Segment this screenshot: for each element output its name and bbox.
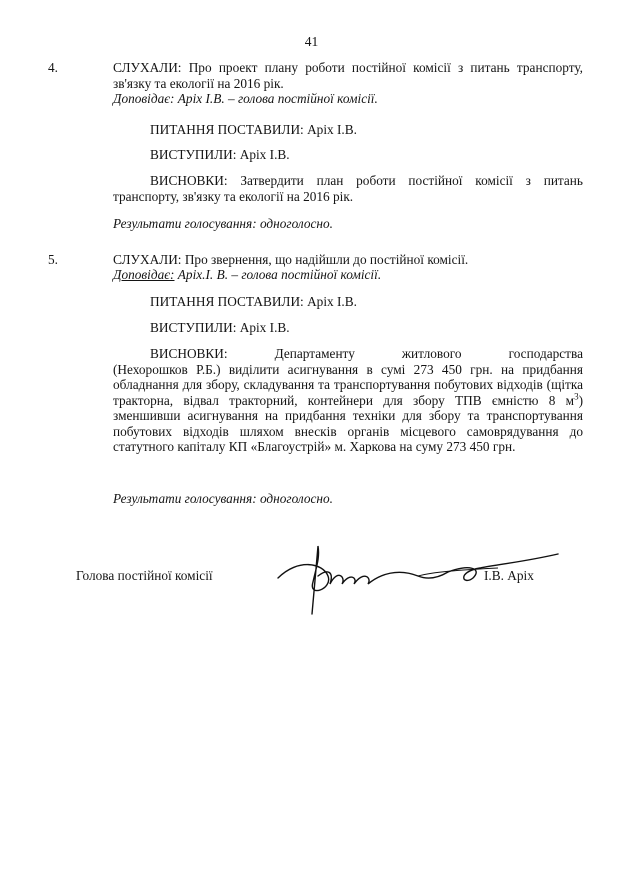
conclusions-first-line [113,346,583,362]
reporter-text: Аріх.І. В. – голова постійної комісії. [174,267,382,282]
conclusions-paragraph [113,346,583,455]
heard-paragraph [113,252,583,268]
page-number: 41 [304,34,319,49]
conclusions-text-before: (Нехорошков Р.Б.) виділити асигнування в сумі 273 450 грн. на придбання обладнання для збору, складування та транспортування побутових відходів (щітка тракторна, відвал тракторний, контейнери для збору ТПВ ємністю 8 м [113,361,583,408]
conclusions-body [113,362,583,455]
signature-name: І.В. Аріх [484,568,534,583]
conclusions-first-text: Департаменту житлового господарства [274,346,583,361]
vote-result: Результати голосування: одноголосно. [113,216,333,231]
vote-result: Результати голосування: одноголосно. [113,491,333,506]
heard-label: СЛУХАЛИ: [113,252,182,267]
spoke-line: ВИСТУПИЛИ: Аріх І.В. [150,320,290,335]
handwritten-signature [268,538,568,618]
conclusions-superscript: 3 [574,391,579,402]
spoke-line: ВИСТУПИЛИ: Аріх І.В. [150,147,290,162]
questions-line: ПИТАННЯ ПОСТАВИЛИ: Аріх І.В. [150,294,357,309]
heard-paragraph [113,60,583,91]
item-number: 4. [48,60,58,75]
heard-label: СЛУХАЛИ: [113,60,182,75]
heard-text: Про звернення, що надійшли до постійної комісії. [181,252,469,267]
conclusions-label: ВИСНОВКИ: [150,346,228,361]
reporter-line: Доповідає: Аріх І.В. – голова постійної комісії. [113,91,378,106]
reporter-label: Доповідає: [113,267,175,282]
reporter-line [113,267,583,283]
conclusions-paragraph: ВИСНОВКИ: Затвердити план роботи постійної комісії з питань транспорту, зв'язку та екології на 2016 рік. [113,173,583,204]
signature-label: Голова постійної комісії [76,568,213,583]
item-number: 5. [48,252,58,267]
questions-line: ПИТАННЯ ПОСТАВИЛИ: Аріх І.В. [150,122,357,137]
conclusions-text-after: ) зменшивши асигнування на придбання техніки для збору та транспортування побутових відходів шляхом внесків органів місцевого самоврядування до статутного капіталу КП «Благоустрій» м. Харкова на суму 273 450 грн. [113,392,583,454]
heard-text: Про проект плану роботи постійної комісії з питань транспорту, зв'язку та екології на 2016 рік. [113,60,583,91]
